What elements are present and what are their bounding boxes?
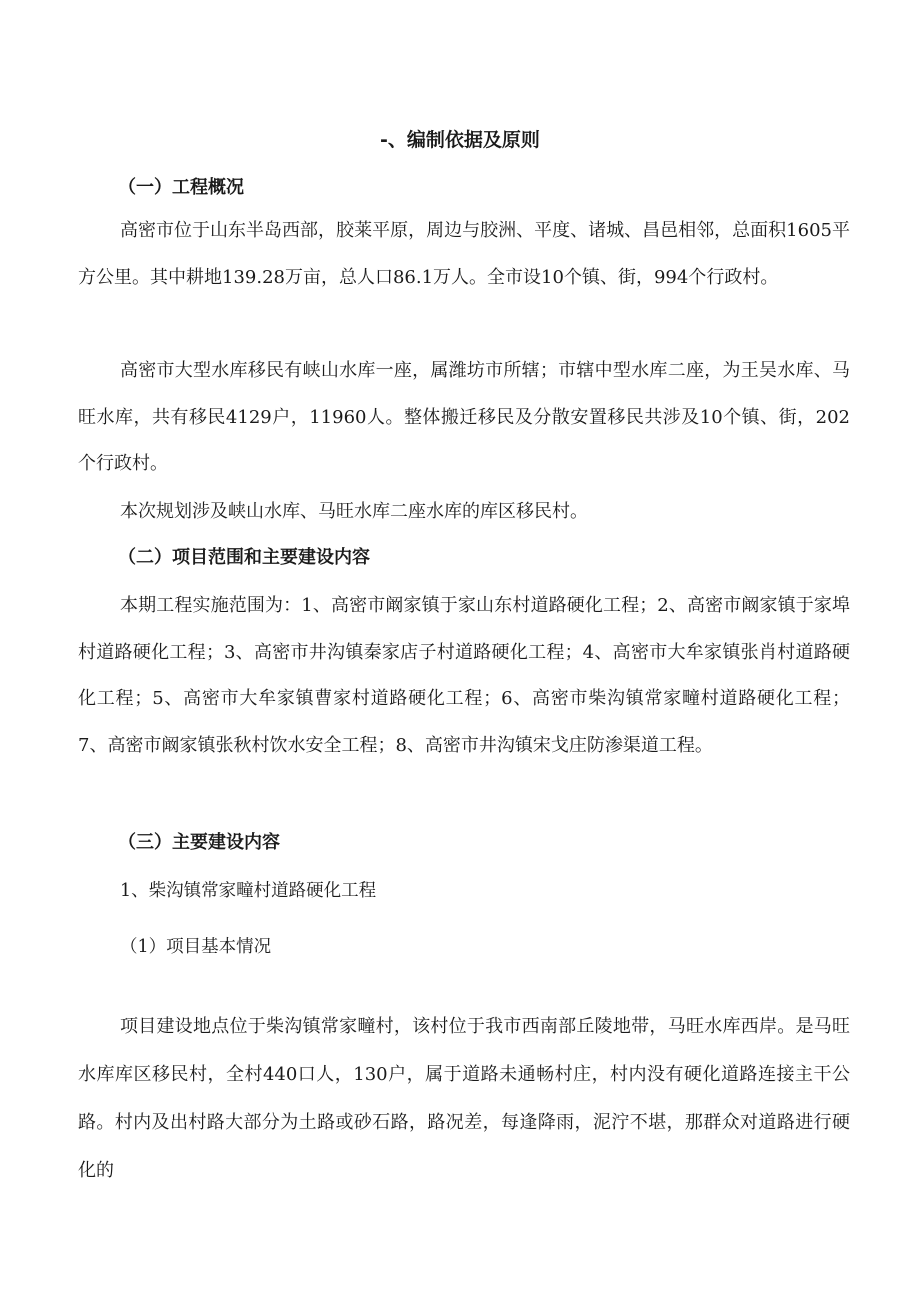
section-heading-main-construction: （三）主要建设内容 — [118, 832, 280, 853]
item-heading-chaigou-road: 1、柴沟镇常家疃村道路硬化工程 — [120, 881, 377, 901]
document-title: -、编制依据及原则 — [380, 129, 540, 151]
section-heading-project-scope: （二）项目范围和主要建设内容 — [118, 547, 370, 568]
paragraph-project-location: 项目建设地点位于柴沟镇常家疃村，该村位于我市西南部丘陵地带，马旺水库西岸。是马旺水库库区移民村，全村440口人，130户，属于道路未通畅村庄，村内没有硬化道路连接主干公路。村内及出村路大部分为土路或砂石路，路况差，每逢降雨，泥泞不堪，那群众对道路进行硬化的 — [78, 1016, 850, 1181]
paragraph-planning-scope: 本次规划涉及峡山水库、马旺水库二座水库的库区移民村。 — [120, 501, 588, 522]
paragraph-city-overview: 高密市位于山东半岛西部，胶莱平原，周边与胶洲、平度、诸城、昌邑相邻，总面积1605平方公里。其中耕地139.28万亩，总人口86.1万人。全市设10个镇、街，994个行政村。 — [78, 220, 850, 288]
paragraph-implementation-scope: 本期工程实施范围为：1、高密市阚家镇于家山东村道路硬化工程；2、高密市阚家镇于家埠村道路硬化工程；3、高密市井沟镇秦家店子村道路硬化工程；4、高密市大牟家镇张肖村道路硬化工程；5、高密市大牟家镇曹家村道路硬化工程；6、高密市柴沟镇常家疃村道路硬化工程；7、高密市阚家镇张秋村饮水安全工程；8、高密市井沟镇宋戈庄防渗渠道工程。 — [78, 595, 850, 756]
paragraph-reservoir-migrants: 高密市大型水库移民有峡山水库一座，属潍坊市所辖；市辖中型水库二座，为王吴水库、马旺水库，共有移民4129户，11960人。整体搬迁移民及分散安置移民共涉及10个镇、街，202个行政村。 — [78, 360, 850, 474]
section-heading-overview: （一）工程概况 — [118, 177, 244, 198]
subitem-heading-basic-info: （1）项目基本情况 — [120, 937, 272, 957]
